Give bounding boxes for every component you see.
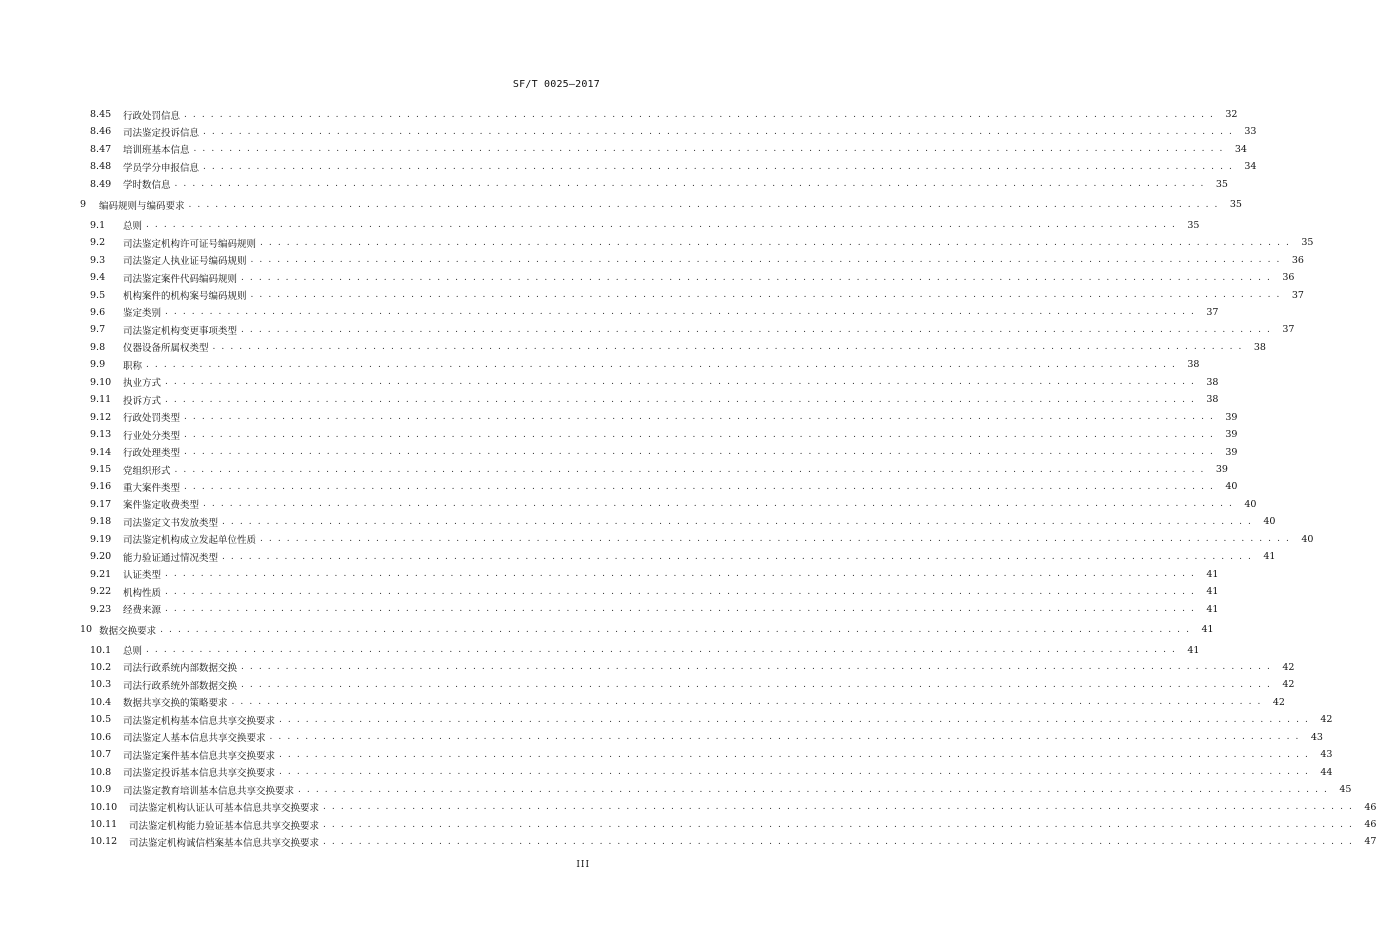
toc-entry-page: 42 [1282, 679, 1295, 691]
toc-entry[interactable] [0, 409, 1238, 426]
toc-entry-number: 10.5 [90, 714, 112, 726]
toc-entry[interactable] [0, 304, 1219, 321]
toc-entry-page: 35 [1301, 237, 1314, 249]
toc-entry-title: 司法鉴定文书发放类型 [123, 517, 219, 529]
toc-entry[interactable] [0, 659, 1295, 676]
toc-entry[interactable] [0, 601, 1219, 618]
toc-entry-page: 35 [1215, 178, 1228, 190]
toc-entry[interactable] [0, 444, 1238, 461]
toc-entry-number: 9.6 [90, 306, 106, 318]
toc-leader-dots: . . . . . . . . . . . . . . . . . . . . . . . . . . . . . . . . . . . . . . . . . . . . . . . . . . . . . . . . . . . . . . . . . . . . . . . . . . . . . . . . . . . . . . . . . . . . . . . . . . . . . . . . . . . . . . . . . . . . [203, 499, 1234, 510]
toc-leader-dots: . . . . . . . . . . . . . . . . . . . . . . . . . . . . . . . . . . . . . . . . . . . . . . . . . . . . . . . . . . . . . . . . . . . . . . . . . . . . . . . . . . . . . . . . . . . . . . . . . . . . . . . . . . . . . . . . . . . . [188, 199, 1219, 210]
toc-entry[interactable] [0, 496, 1257, 513]
toc-entry[interactable] [0, 513, 1276, 530]
toc-entry-page: 39 [1215, 464, 1228, 475]
toc-entry-page: 46 [1364, 819, 1376, 830]
toc-entry-title: 仪器设备所属权类型 [123, 343, 209, 355]
toc-entry-page: 46 [1364, 801, 1376, 813]
toc-entry-number: 9.4 [90, 272, 106, 284]
toc-entry[interactable] [0, 106, 1238, 123]
toc-entry-page: 43 [1320, 749, 1333, 761]
toc-entry[interactable] [0, 531, 1314, 548]
toc-entry-page: 39 [1225, 429, 1238, 441]
toc-entry[interactable] [0, 321, 1295, 338]
document-code: SF/T 0025—2017 [512, 79, 600, 90]
toc-entry-title: 编码规则与编码要求 [99, 200, 185, 212]
toc-entry-number: 9.11 [90, 394, 112, 406]
toc-leader-dots: . . . . . . . . . . . . . . . . . . . . . . . . . . . . . . . . . . . . . . . . . . . . . . . . . . . . . . . . . . . . . . . . . . . . . . . . . . . . . . . . . . . . . . . . . . . . . . . . . . . . . . . . . . . . . . . . . . . . [250, 255, 1281, 266]
toc-entry-page: 40 [1225, 481, 1238, 493]
toc-entry-page: 40 [1263, 516, 1276, 528]
toc-entry-title: 司法行政系统内部数据交换 [123, 663, 238, 675]
toc-entry-page: 41 [1206, 586, 1219, 598]
toc-entry[interactable] [0, 252, 1304, 269]
toc-entry[interactable] [0, 339, 1266, 356]
toc-entry-number: 9.16 [90, 481, 112, 493]
toc-leader-dots: . . . . . . . . . . . . . . . . . . . . . . . . . . . . . . . . . . . . . . . . . . . . . . . . . . . . . . . . . . . . . . . . . . . . . . . . . . . . . . . . . . . . . . . . . . . . . . . . . . . . . . . . . . . . . . . . . . . . [165, 394, 1196, 405]
toc-entry-title: 鉴定类别 [123, 308, 162, 320]
toc-entry-title: 行政处罚信息 [123, 110, 181, 122]
toc-entry-page: 37 [1291, 289, 1304, 301]
toc-entry[interactable] [0, 566, 1219, 583]
toc-leader-dots: . . . . . . . . . . . . . . . . . . . . . . . . . . . . . . . . . . . . . . . . . . . . . . . . . . . . . . . . . . . . . . . . . . . . . . . . . . . . . . . . . . . . . . . . . . . . . . . . . . . . . . . . . . . . . . . . . . . . [165, 586, 1196, 597]
toc-entry-number: 10.3 [90, 679, 112, 691]
toc-entry-title: 学时数信息 [123, 180, 171, 192]
toc-leader-dots: . . . . . . . . . . . . . . . . . . . . . . . . . . . . . . . . . . . . . . . . . . . . . . . . . . . . . . . . . . . . . . . . . . . . . . . . . . . . . . . . . . . . . . . . . . . . . . . . . . . . . . . . . . . . . . . . . . . . [212, 342, 1243, 353]
toc-entry-page: 40 [1244, 498, 1257, 510]
toc-entry-page: 39 [1225, 411, 1238, 423]
toc-entry-title: 能力验证通过情况类型 [123, 552, 219, 564]
toc-entry-title: 执业方式 [123, 378, 162, 390]
toc-entry[interactable] [0, 217, 1200, 234]
toc-entry-number: 10.7 [90, 749, 112, 761]
toc-entry-title: 培训班基本信息 [123, 145, 190, 157]
toc-entry-number: 9 [80, 199, 87, 211]
toc-entry-title: 司法鉴定机构能力验证基本信息共享交换要求 [129, 820, 320, 832]
toc-entry-page: 41 [1187, 644, 1200, 656]
toc-entry-number: 10.11 [90, 819, 118, 830]
toc-leader-dots: . . . . . . . . . . . . . . . . . . . . . . . . . . . . . . . . . . . . . . . . . . . . . . . . . . . . . . . . . . . . . . . . . . . . . . . . . . . . . . . . . . . . . . . . . . . . . . . . . . . . . . . . . . . . . . . . . . . . [279, 714, 1310, 725]
toc-entry[interactable] [0, 158, 1257, 175]
toc-leader-dots: . . . . . . . . . . . . . . . . . . . . . . . . . . . . . . . . . . . . . . . . . . . . . . . . . . . . . . . . . . . . . . . . . . . . . . . . . . . . . . . . . . . . . . . . . . . . . . . . . . . . . . . . . . . . . . . . . . . . [323, 819, 1354, 830]
page-number: III [576, 860, 590, 870]
toc-entry[interactable] [0, 548, 1276, 565]
toc-entry-page: 42 [1272, 696, 1285, 708]
toc-entry-page: 39 [1225, 446, 1238, 458]
toc-entry-title: 司法鉴定机构诚信档案基本信息共享交换要求 [129, 837, 320, 849]
toc-entry-number: 8.48 [90, 161, 112, 173]
toc-entry-number: 10.8 [90, 766, 112, 778]
toc-entry[interactable] [0, 287, 1304, 304]
toc-entry-title: 行政处理类型 [123, 448, 181, 460]
toc-entry-title: 司法鉴定投诉信息 [123, 127, 200, 139]
toc-entry[interactable] [0, 746, 1333, 763]
toc-entry-page: 38 [1206, 394, 1219, 406]
toc-entry-number: 9.18 [90, 516, 112, 528]
toc-entry-number: 9.3 [90, 254, 106, 266]
toc-entry[interactable] [0, 621, 1214, 638]
toc-leader-dots: . . . . . . . . . . . . . . . . . . . . . . . . . . . . . . . . . . . . . . . . . . . . . . . . . . . . . . . . . . . . . . . . . . . . . . . . . . . . . . . . . . . . . . . . . . . . . . . . . . . . . . . . . . . . . . . . . . . . [174, 179, 1205, 190]
toc-entry-title: 数据交换要求 [99, 625, 157, 637]
toc-leader-dots: . . . . . . . . . . . . . . . . . . . . . . . . . . . . . . . . . . . . . . . . . . . . . . . . . . . . . . . . . . . . . . . . . . . . . . . . . . . . . . . . . . . . . . . . . . . . . . . . . . . . . . . . . . . . . . . . . . . . [184, 429, 1215, 440]
toc-entry-number: 10.9 [90, 784, 112, 796]
toc-entry-title: 司法鉴定案件代码编码规则 [123, 273, 238, 285]
toc-entry-page: 36 [1291, 254, 1304, 266]
toc-entry-number: 9.10 [90, 376, 112, 388]
toc-entry[interactable] [0, 196, 1242, 213]
toc-entry-title: 司法鉴定案件基本信息共享交换要求 [123, 750, 276, 762]
toc-entry[interactable] [0, 141, 1247, 158]
toc-entry-page: 41 [1206, 568, 1219, 580]
toc-entry-number: 9.22 [90, 586, 112, 598]
toc-entry-title: 司法鉴定机构认证认可基本信息共享交换要求 [129, 803, 320, 815]
toc-entry-number: 9.2 [90, 237, 106, 249]
toc-entry-page: 38 [1206, 376, 1219, 388]
toc-entry-number: 8.45 [90, 109, 112, 120]
toc-leader-dots: . . . . . . . . . . . . . . . . . . . . . . . . . . . . . . . . . . . . . . . . . . . . . . . . . . . . . . . . . . . . . . . . . . . . . . . . . . . . . . . . . . . . . . . . . . . . . . . . . . . . . . . . . . . . . . . . . . . . [203, 161, 1234, 172]
toc-entry-page: 42 [1282, 661, 1295, 673]
toc-entry-number: 10.2 [90, 661, 112, 673]
toc-entry-number: 9.1 [90, 219, 106, 231]
toc-entry-page: 44 [1320, 766, 1333, 778]
toc-entry-number: 8.49 [90, 178, 112, 190]
toc-entry-page: 38 [1187, 359, 1200, 371]
toc-entry-title: 司法鉴定人执业证号编码规则 [123, 256, 247, 268]
toc-leader-dots: . . . . . . . . . . . . . . . . . . . . . . . . . . . . . . . . . . . . . . . . . . . . . . . . . . . . . . . . . . . . . . . . . . . . . . . . . . . . . . . . . . . . . . . . . . . . . . . . . . . . . . . . . . . . . . . . . . . . [146, 220, 1177, 231]
toc-entry[interactable] [0, 123, 1257, 140]
toc-entry-title: 司法鉴定机构基本信息共享交换要求 [123, 715, 276, 727]
toc-entry-number: 9.23 [90, 603, 112, 615]
toc-entry-title: 机构性质 [123, 587, 162, 599]
toc-entry[interactable] [0, 642, 1200, 659]
toc-leader-dots: . . . . . . . . . . . . . . . . . . . . . . . . . . . . . . . . . . . . . . . . . . . . . . . . . . . . . . . . . . . . . . . . . . . . . . . . . . . . . . . . . . . . . . . . . . . . . . . . . . . . . . . . . . . . . . . . . . . . [279, 749, 1310, 760]
toc-entry-number: 9.8 [90, 341, 106, 353]
toc-entry[interactable] [0, 583, 1219, 600]
toc-entry-title: 行业处分类型 [123, 430, 181, 442]
toc-entry-title: 党组织形式 [123, 465, 171, 477]
toc-entry-number: 9.14 [90, 446, 112, 458]
toc-entry-page: 32 [1225, 109, 1238, 120]
toc-entry-title: 案件鉴定收费类型 [123, 500, 200, 512]
toc-entry-page: 43 [1310, 731, 1323, 743]
toc-entry-number: 10 [80, 624, 93, 636]
toc-entry[interactable] [0, 781, 1352, 798]
toc-leader-dots: . . . . . . . . . . . . . . . . . . . . . . . . . . . . . . . . . . . . . . . . . . . . . . . . . . . . . . . . . . . . . . . . . . . . . . . . . . . . . . . . . . . . . . . . . . . . . . . . . . . . . . . . . . . . . . . . . . . . [279, 767, 1310, 778]
toc-entry[interactable] [0, 356, 1200, 373]
toc-entry-number: 9.13 [90, 429, 112, 441]
toc-leader-dots: . . . . . . . . . . . . . . . . . . . . . . . . . . . . . . . . . . . . . . . . . . . . . . . . . . . . . . . . . . . . . . . . . . . . . . . . . . . . . . . . . . . . . . . . . . . . . . . . . . . . . . . . . . . . . . . . . . . . [160, 624, 1191, 635]
toc-entry-title: 总则 [123, 221, 143, 233]
toc-leader-dots: . . . . . . . . . . . . . . . . . . . . . . . . . . . . . . . . . . . . . . . . . . . . . . . . . . . . . . . . . . . . . . . . . . . . . . . . . . . . . . . . . . . . . . . . . . . . . . . . . . . . . . . . . . . . . . . . . . . . [146, 645, 1177, 655]
toc-entry[interactable] [0, 374, 1219, 391]
toc-leader-dots: . . . . . . . . . . . . . . . . . . . . . . . . . . . . . . . . . . . . . . . . . . . . . . . . . . . . . . . . . . . . . . . . . . . . . . . . . . . . . . . . . . . . . . . . . . . . . . . . . . . . . . . . . . . . . . . . . . . . [298, 784, 1329, 795]
toc-leader-dots: . . . . . . . . . . . . . . . . . . . . . . . . . . . . . . . . . . . . . . . . . . . . . . . . . . . . . . . . . . . . . . . . . . . . . . . . . . . . . . . . . . . . . . . . . . . . . . . . . . . . . . . . . . . . . . . . . . . . [165, 569, 1196, 580]
toc-entry[interactable] [0, 799, 1376, 816]
toc-entry[interactable] [0, 234, 1314, 251]
toc-entry-title: 司法鉴定投诉基本信息共享交换要求 [123, 768, 276, 780]
toc-entry-page: 36 [1282, 272, 1295, 284]
toc-entry-number: 10.4 [90, 696, 112, 708]
toc-entry-number: 9.12 [90, 411, 112, 423]
toc-entry-title: 司法鉴定教育培训基本信息共享交换要求 [123, 785, 295, 797]
toc-entry-page: 37 [1282, 324, 1295, 336]
toc-entry-number: 9.9 [90, 359, 106, 371]
toc-entry-title: 司法鉴定人基本信息共享交换要求 [123, 733, 266, 745]
toc-leader-dots: . . . . . . . . . . . . . . . . . . . . . . . . . . . . . . . . . . . . . . . . . . . . . . . . . . . . . . . . . . . . . . . . . . . . . . . . . . . . . . . . . . . . . . . . . . . . . . . . . . . . . . . . . . . . . . . . . . . . [323, 836, 1354, 847]
toc-entry-title: 司法鉴定机构成立发起单位性质 [123, 535, 257, 547]
toc-leader-dots: . . . . . . . . . . . . . . . . . . . . . . . . . . . . . . . . . . . . . . . . . . . . . . . . . . . . . . . . . . . . . . . . . . . . . . . . . . . . . . . . . . . . . . . . . . . . . . . . . . . . . . . . . . . . . . . . . . . . [146, 359, 1177, 370]
toc-entry-page: 37 [1206, 306, 1219, 318]
toc-leader-dots: . . . . . . . . . . . . . . . . . . . . . . . . . . . . . . . . . . . . . . . . . . . . . . . . . . . . . . . . . . . . . . . . . . . . . . . . . . . . . . . . . . . . . . . . . . . . . . . . . . . . . . . . . . . . . . . . . . . . [250, 290, 1281, 300]
toc-entry-number: 9.17 [90, 498, 112, 510]
toc-leader-dots: . . . . . . . . . . . . . . . . . . . . . . . . . . . . . . . . . . . . . . . . . . . . . . . . . . . . . . . . . . . . . . . . . . . . . . . . . . . . . . . . . . . . . . . . . . . . . . . . . . . . . . . . . . . . . . . . . . . . [222, 516, 1253, 527]
toc-leader-dots: . . . . . . . . . . . . . . . . . . . . . . . . . . . . . . . . . . . . . . . . . . . . . . . . . . . . . . . . . . . . . . . . . . . . . . . . . . . . . . . . . . . . . . . . . . . . . . . . . . . . . . . . . . . . . . . . . . . . [193, 144, 1224, 155]
toc-entry[interactable] [0, 176, 1228, 193]
toc-leader-dots: . . . . . . . . . . . . . . . . . . . . . . . . . . . . . . . . . . . . . . . . . . . . . . . . . . . . . . . . . . . . . . . . . . . . . . . . . . . . . . . . . . . . . . . . . . . . . . . . . . . . . . . . . . . . . . . . . . . . [184, 447, 1215, 458]
toc-entry-number: 8.46 [90, 126, 112, 138]
toc-entry-number: 9.7 [90, 324, 106, 336]
toc-entry[interactable] [0, 694, 1285, 711]
toc-entry-page: 47 [1364, 836, 1376, 848]
toc-entry-page: 45 [1339, 784, 1352, 796]
toc-leader-dots: . . . . . . . . . . . . . . . . . . . . . . . . . . . . . . . . . . . . . . . . . . . . . . . . . . . . . . . . . . . . . . . . . . . . . . . . . . . . . . . . . . . . . . . . . . . . . . . . . . . . . . . . . . . . . . . . . . . . [184, 481, 1215, 492]
toc-leader-dots: . . . . . . . . . . . . . . . . . . . . . . . . . . . . . . . . . . . . . . . . . . . . . . . . . . . . . . . . . . . . . . . . . . . . . . . . . . . . . . . . . . . . . . . . . . . . . . . . . . . . . . . . . . . . . . . . . . . . [323, 802, 1354, 813]
toc-leader-dots: . . . . . . . . . . . . . . . . . . . . . . . . . . . . . . . . . . . . . . . . . . . . . . . . . . . . . . . . . . . . . . . . . . . . . . . . . . . . . . . . . . . . . . . . . . . . . . . . . . . . . . . . . . . . . . . . . . . . [269, 732, 1300, 743]
toc-leader-dots: . . . . . . . . . . . . . . . . . . . . . . . . . . . . . . . . . . . . . . . . . . . . . . . . . . . . . . . . . . . . . . . . . . . . . . . . . . . . . . . . . . . . . . . . . . . . . . . . . . . . . . . . . . . . . . . . . . . . [241, 272, 1272, 283]
toc-leader-dots: . . . . . . . . . . . . . . . . . . . . . . . . . . . . . . . . . . . . . . . . . . . . . . . . . . . . . . . . . . . . . . . . . . . . . . . . . . . . . . . . . . . . . . . . . . . . . . . . . . . . . . . . . . . . . . . . . . . . [184, 412, 1215, 423]
toc-leader-dots: . . . . . . . . . . . . . . . . . . . . . . . . . . . . . . . . . . . . . . . . . . . . . . . . . . . . . . . . . . . . . . . . . . . . . . . . . . . . . . . . . . . . . . . . . . . . . . . . . . . . . . . . . . . . . . . . . . . . [241, 324, 1272, 335]
toc-entry[interactable] [0, 269, 1295, 286]
toc-leader-dots: . . . . . . . . . . . . . . . . . . . . . . . . . . . . . . . . . . . . . . . . . . . . . . . . . . . . . . . . . . . . . . . . . . . . . . . . . . . . . . . . . . . . . . . . . . . . . . . . . . . . . . . . . . . . . . . . . . . . [165, 377, 1196, 388]
toc-entry-title: 行政处罚类型 [123, 413, 181, 425]
toc-entry[interactable] [0, 391, 1219, 408]
toc-entry[interactable] [0, 764, 1333, 781]
toc-entry-number: 10.1 [90, 644, 112, 656]
toc-leader-dots: . . . . . . . . . . . . . . . . . . . . . . . . . . . . . . . . . . . . . . . . . . . . . . . . . . . . . . . . . . . . . . . . . . . . . . . . . . . . . . . . . . . . . . . . . . . . . . . . . . . . . . . . . . . . . . . . . . . . [184, 109, 1215, 120]
toc-leader-dots: . . . . . . . . . . . . . . . . . . . . . . . . . . . . . . . . . . . . . . . . . . . . . . . . . . . . . . . . . . . . . . . . . . . . . . . . . . . . . . . . . . . . . . . . . . . . . . . . . . . . . . . . . . . . . . . . . . . . [165, 307, 1196, 318]
toc-entry-number: 9.5 [90, 289, 106, 301]
toc-entry[interactable] [0, 816, 1376, 833]
toc-leader-dots: . . . . . . . . . . . . . . . . . . . . . . . . . . . . . . . . . . . . . . . . . . . . . . . . . . . . . . . . . . . . . . . . . . . . . . . . . . . . . . . . . . . . . . . . . . . . . . . . . . . . . . . . . . . . . . . . . . . . [165, 604, 1196, 615]
toc-entry-number: 9.20 [90, 551, 112, 563]
toc-entry-title: 学员学分申报信息 [123, 162, 200, 174]
toc-entry-number: 9.15 [90, 464, 112, 475]
toc-entry-page: 38 [1253, 341, 1266, 353]
toc-entry-number: 10.12 [90, 836, 118, 848]
toc-entry[interactable] [0, 426, 1238, 443]
toc-entry-title: 数据共享交换的策略要求 [123, 698, 228, 710]
toc-entry-title: 投诉方式 [123, 395, 162, 407]
toc-entry-page: 41 [1263, 551, 1276, 563]
toc-entry-title: 司法鉴定机构变更事项类型 [123, 325, 238, 337]
toc-leader-dots: . . . . . . . . . . . . . . . . . . . . . . . . . . . . . . . . . . . . . . . . . . . . . . . . . . . . . . . . . . . . . . . . . . . . . . . . . . . . . . . . . . . . . . . . . . . . . . . . . . . . . . . . . . . . . . . . . . . . [241, 662, 1272, 673]
toc-entry-title: 职称 [123, 360, 143, 372]
toc-entry-title: 司法鉴定机构许可证号编码规则 [123, 238, 257, 250]
toc-leader-dots: . . . . . . . . . . . . . . . . . . . . . . . . . . . . . . . . . . . . . . . . . . . . . . . . . . . . . . . . . . . . . . . . . . . . . . . . . . . . . . . . . . . . . . . . . . . . . . . . . . . . . . . . . . . . . . . . . . . . [222, 551, 1253, 562]
toc-entry[interactable] [0, 711, 1333, 728]
toc-entry[interactable] [0, 478, 1238, 495]
toc-entry-title: 司法行政系统外部数据交换 [123, 680, 238, 692]
toc-entry-number: 10.10 [90, 801, 118, 813]
toc-entry-page: 35 [1187, 219, 1200, 231]
toc-entry-number: 9.21 [90, 568, 112, 580]
toc-entry-title: 重大案件类型 [123, 482, 181, 494]
toc-leader-dots: . . . . . . . . . . . . . . . . . . . . . . . . . . . . . . . . . . . . . . . . . . . . . . . . . . . . . . . . . . . . . . . . . . . . . . . . . . . . . . . . . . . . . . . . . . . . . . . . . . . . . . . . . . . . . . . . . . . . [260, 534, 1291, 545]
toc-entry-page: 41 [1201, 624, 1214, 636]
toc-entry-page: 40 [1301, 533, 1314, 545]
toc-entry-page: 41 [1206, 603, 1219, 615]
toc-entry-page: 42 [1320, 714, 1333, 726]
toc-entry[interactable] [0, 729, 1323, 746]
toc-entry-page: 34 [1244, 161, 1257, 173]
toc-entry-title: 经费来源 [123, 605, 162, 617]
toc-leader-dots: . . . . . . . . . . . . . . . . . . . . . . . . . . . . . . . . . . . . . . . . . . . . . . . . . . . . . . . . . . . . . . . . . . . . . . . . . . . . . . . . . . . . . . . . . . . . . . . . . . . . . . . . . . . . . . . . . . . . [241, 679, 1272, 690]
toc-entry[interactable] [0, 833, 1376, 850]
toc-entry-title: 认证类型 [123, 570, 162, 582]
toc-leader-dots: . . . . . . . . . . . . . . . . . . . . . . . . . . . . . . . . . . . . . . . . . . . . . . . . . . . . . . . . . . . . . . . . . . . . . . . . . . . . . . . . . . . . . . . . . . . . . . . . . . . . . . . . . . . . . . . . . . . . [174, 464, 1205, 475]
toc-entry-page: 35 [1229, 199, 1242, 211]
toc-entry-title: 机构案件的机构案号编码规则 [123, 291, 247, 302]
toc-leader-dots: . . . . . . . . . . . . . . . . . . . . . . . . . . . . . . . . . . . . . . . . . . . . . . . . . . . . . . . . . . . . . . . . . . . . . . . . . . . . . . . . . . . . . . . . . . . . . . . . . . . . . . . . . . . . . . . . . . . . [231, 697, 1262, 708]
toc-leader-dots: . . . . . . . . . . . . . . . . . . . . . . . . . . . . . . . . . . . . . . . . . . . . . . . . . . . . . . . . . . . . . . . . . . . . . . . . . . . . . . . . . . . . . . . . . . . . . . . . . . . . . . . . . . . . . . . . . . . . [203, 126, 1234, 137]
toc-entry[interactable] [0, 461, 1228, 478]
toc-entry-number: 8.47 [90, 143, 112, 155]
toc-entry-title: 总则 [123, 646, 143, 657]
toc-entry-number: 9.19 [90, 533, 112, 545]
toc-entry-page: 34 [1234, 143, 1247, 155]
toc-entry-number: 10.6 [90, 731, 112, 743]
toc-entry[interactable] [0, 676, 1295, 693]
toc-entry-page: 33 [1244, 126, 1257, 138]
toc-leader-dots: . . . . . . . . . . . . . . . . . . . . . . . . . . . . . . . . . . . . . . . . . . . . . . . . . . . . . . . . . . . . . . . . . . . . . . . . . . . . . . . . . . . . . . . . . . . . . . . . . . . . . . . . . . . . . . . . . . . . [260, 237, 1291, 248]
